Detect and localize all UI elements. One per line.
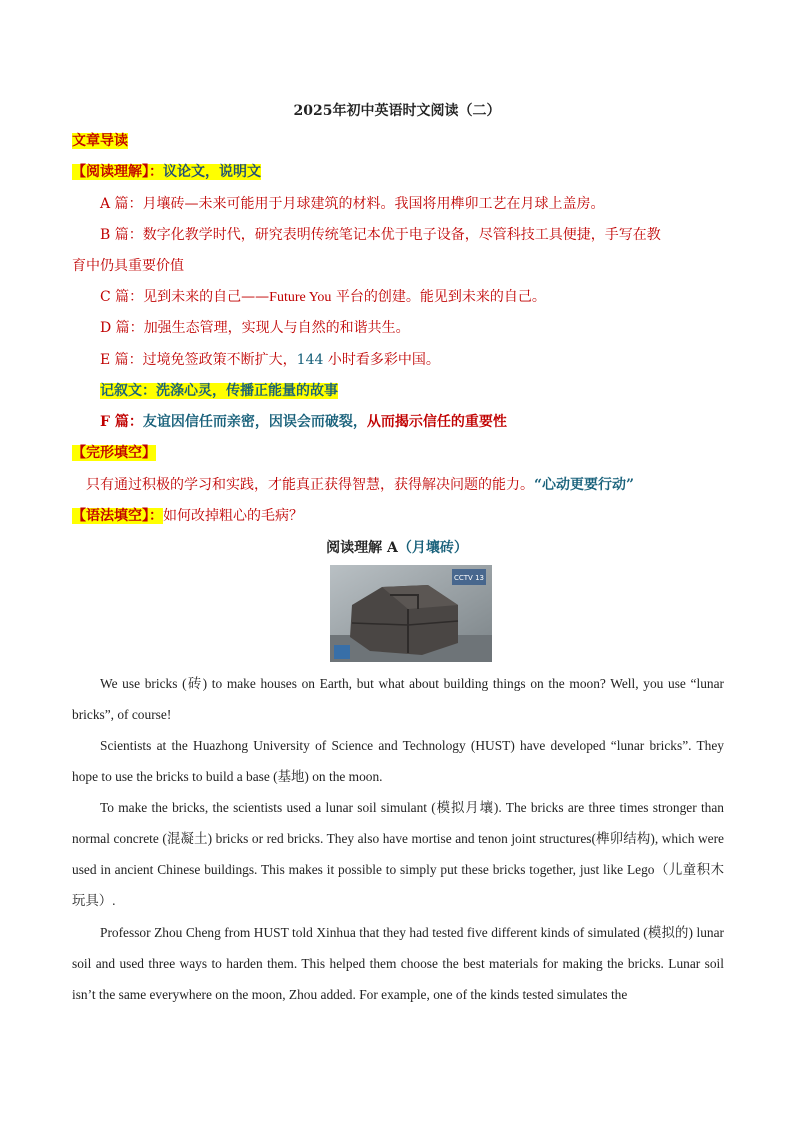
passage-paragraph-1: We use bricks (砖) to make houses on Earth, but what about building things on the moon? Well, you use “lunar bricks”, of course!: [72, 676, 724, 722]
passage-paragraph-2: Scientists at the Huazhong University of Science and Technology (HUST) have developed “lunar bricks”. They hope to use the bricks to build a base (基地) on the moon.: [72, 738, 724, 784]
guide-heading: 文章导读: [72, 133, 128, 149]
grammar-summary: 如何改掉粗心的毛病？: [163, 508, 303, 524]
lunar-brick-image: [330, 565, 492, 662]
summary-f: F 篇：友谊因信任而亲密，因误会而破裂，从而揭示信任的重要性: [100, 414, 507, 430]
cctv-logo: CCTV 13: [454, 574, 484, 582]
page-title: 2025年初中英语时文阅读（二）: [293, 103, 501, 119]
summary-c: C 篇：见到未来的自己——Future You 平台的创建。能见到未来的自己。: [100, 289, 546, 305]
summary-e: E 篇：过境免签政策不断扩大，144 小时看多彩中国。: [100, 352, 440, 368]
grammar-heading: 【语法填空】：: [72, 508, 163, 524]
passage-a-title: 阅读理解 A（月壤砖）: [326, 540, 468, 556]
lunar-brick-photo: [330, 565, 492, 662]
reading-heading-line: [72, 162, 261, 182]
grammar-line: [72, 506, 303, 526]
summary-b: B 篇：数字化教学时代，研究表明传统笔记本优于电子设备，尽管科技工具便捷，手写在教: [100, 227, 661, 243]
cloze-heading: 【完形填空】: [72, 445, 156, 461]
reading-heading: 【阅读理解】：: [72, 164, 163, 180]
summary-b-cont: 育中仍具重要价值: [72, 258, 184, 274]
passage-paragraph-3: To make the bricks, the scientists used a lunar soil simulant (模拟月壤). The bricks are three times stronger than normal concrete (混凝土) bricks or red bricks. They also have mortise and tenon joint structures(榫卯结构), which were used in ancient Chinese buildings. This makes it possible to simply put these bricks together, just like Lego（儿童积木玩具）.: [72, 800, 724, 908]
reading-genre: 议论文，说明文: [163, 164, 261, 180]
cloze-summary: 只有通过积极的学习和实践，才能真正获得智慧，获得解决问题的能力。“心动更要行动”: [86, 477, 635, 493]
narrative-heading: 记叙文：洗涤心灵，传播正能量的故事: [100, 383, 338, 399]
passage-paragraph-4: Professor Zhou Cheng from HUST told Xinhua that they had tested five different kinds of simulated (模拟的) lunar soil and used three ways to harden them. This helped them choose the best materials for making the bricks. Lunar soil isn’t the same everywhere on the moon, Zhou added. For example, one of the kinds tested simulates the: [72, 925, 724, 1002]
summary-a: A 篇：月壤砖—未来可能用于月球建筑的材料。我国将用榫卯工艺在月球上盖房。: [100, 196, 605, 212]
summary-d: D 篇：加强生态管理，实现人与自然的和谐共生。: [100, 320, 410, 336]
